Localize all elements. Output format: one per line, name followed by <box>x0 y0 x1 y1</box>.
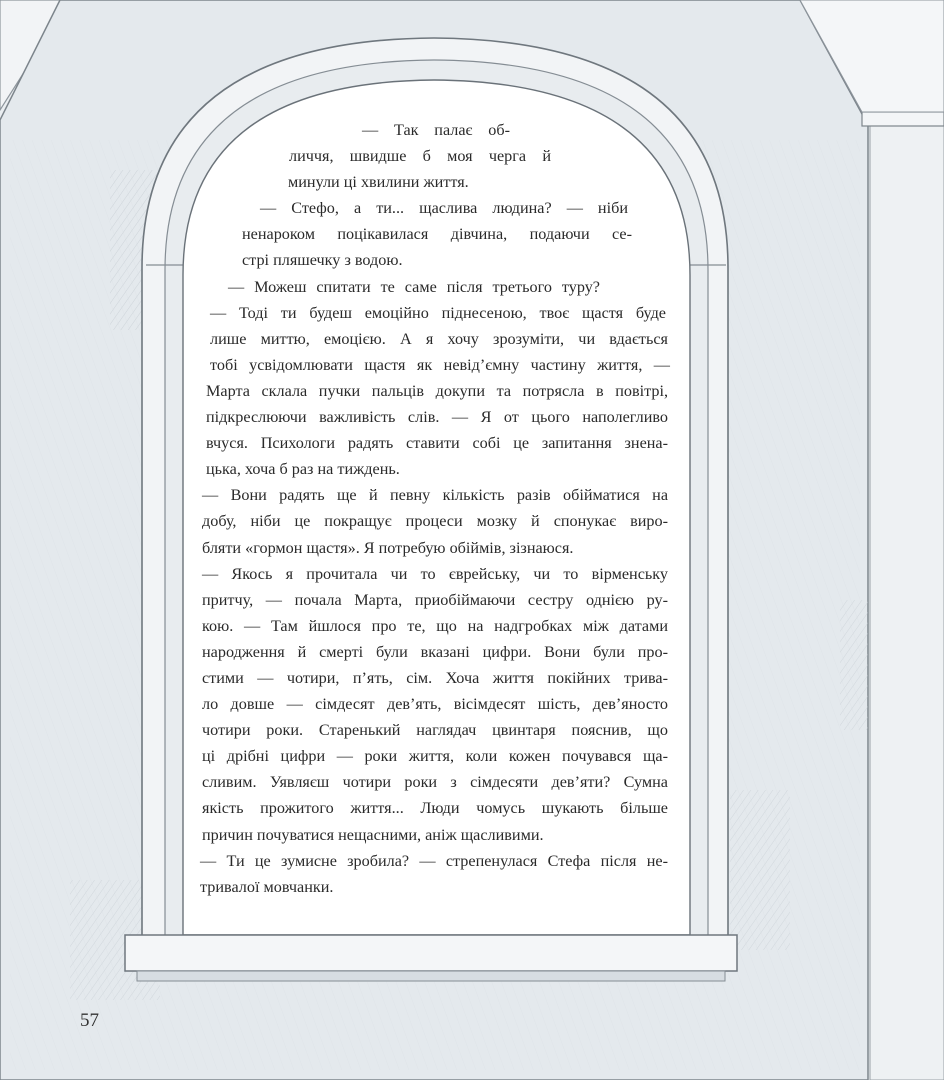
text-line: добу, ніби це покращує процеси мозку й спонукає виро- <box>202 512 668 531</box>
text-line: якість прожитого життя... Люди чомусь шукають більше <box>202 799 668 818</box>
text-line: лише миттю, емоцією. А я хочу зрозуміти, чи вдається <box>210 329 668 348</box>
text-line: — Тоді ти будеш емоційно піднесеною, твоє щастя буде <box>210 303 666 322</box>
text-line: ненароком поцікавилася дівчина, подаючи се- <box>242 225 632 244</box>
text-line: чотири роки. Старенький наглядач цвинтаря пояснив, що <box>202 721 668 740</box>
text-line: народження й смерті були вказані цифри. Вони були про- <box>202 642 668 661</box>
window-sill <box>125 935 737 971</box>
text-line: цька, хоча б раз на тиждень. <box>206 460 400 479</box>
window-sill-shadow <box>137 971 725 981</box>
text-line: — Стефо, а ти... щаслива людина? — ніби <box>260 199 628 218</box>
text-line: бляти «гормон щастя». Я потребую обіймів, зізнаюся. <box>202 538 574 557</box>
text-line: — Так палає об- <box>362 121 510 139</box>
text-line: личчя, швидше б моя черга й <box>289 147 551 166</box>
text-line: тривалої мовчанки. <box>200 877 334 896</box>
text-line: минули ці хвилини життя. <box>288 173 469 192</box>
text-line: — Можеш спитати те саме після третього туру? <box>228 277 600 296</box>
text-line: ло довше — сімдесят дев’ять, вісімдесят шість, дев’яносто <box>202 695 668 714</box>
text-line: тобі усвідомлювати щастя як невід’ємну частину життя, — <box>210 355 670 374</box>
page-number: 57 <box>80 1010 99 1031</box>
right-building <box>870 125 944 1080</box>
text-line: ці дрібні цифри — роки життя, коли кожен почувався ща- <box>202 747 668 766</box>
text-line: притчу, — почала Марта, приобіймаючи сестру однією ру- <box>202 590 668 609</box>
text-line: сливим. Уявляєш чотири роки з сімдесяти дев’яти? Сумна <box>202 773 668 792</box>
story-text <box>200 117 672 900</box>
text-line: вчуся. Психологи радять ставити собі це запитання знена- <box>206 434 668 453</box>
text-line: причин почуватися нещасними, аніж щасливими. <box>202 825 544 844</box>
text-line: — Вони радять ще й певну кількість разів обійматися на <box>202 486 668 505</box>
text-line: — Ти це зумисне зробила? — стрепенулася Стефа після не- <box>200 851 668 870</box>
right-ledge <box>862 112 944 126</box>
text-line: стими — чотири, п’ять, сім. Хоча життя покійних трива- <box>202 668 668 687</box>
text-line: підкреслюючи важливість слів. — Я от цього наполегливо <box>206 408 668 427</box>
text-line: — Якось я прочитала чи то єврейську, чи то вірменську <box>202 564 668 583</box>
text-line: Марта склала пучки пальців докупи та потрясла в повітрі, <box>206 381 668 400</box>
text-line: кою. — Там йшлося про те, що на надгробках між датами <box>202 616 668 635</box>
text-line: стрі пляшечку з водою. <box>242 251 403 270</box>
